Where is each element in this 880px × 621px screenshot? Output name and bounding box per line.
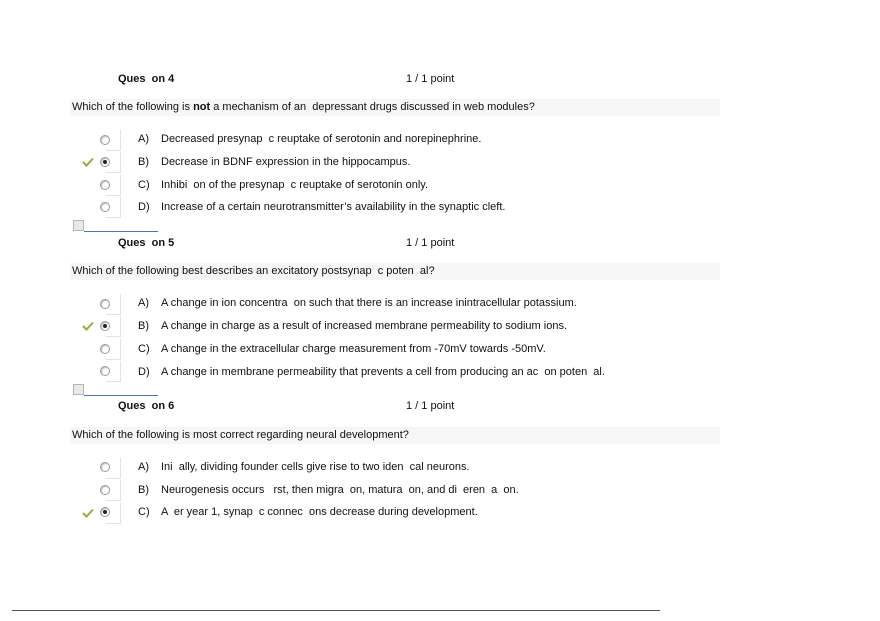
radio-button[interactable]	[100, 299, 110, 309]
option-text: Decreased presynap c reuptake of serotonin and norepinephrine.	[161, 133, 482, 145]
option-letter: D)	[138, 366, 150, 378]
option-text: Neurogenesis occurs rst, then migra on, matura on, and di eren a on.	[161, 484, 519, 496]
option-letter: B)	[138, 156, 149, 168]
collapse-chevron-icon[interactable]	[73, 220, 84, 231]
stem-text: Which of the following is	[72, 101, 194, 113]
page-divider	[12, 610, 660, 611]
option-text: A change in the extracellular charge measurement from -70mV towards -50mV.	[161, 343, 546, 355]
question-5-stem: Which of the following best describes an excitatory postsynap c poten al?	[70, 263, 720, 280]
question-4-title: Ques on 4	[118, 73, 175, 85]
question-5-score: 1 / 1 point	[406, 237, 455, 249]
option-letter: C)	[138, 343, 150, 355]
collapse-chevron-icon[interactable]	[73, 384, 84, 395]
radio-button[interactable]	[100, 180, 110, 190]
radio-button[interactable]	[100, 202, 110, 212]
option-letter: A)	[138, 461, 149, 473]
option-text: A change in charge as a result of increased membrane permeability to sodium ions.	[161, 320, 567, 332]
option-letter: A)	[138, 133, 149, 145]
question-5-title: Ques on 5	[118, 237, 175, 249]
stem-text: a mechanism of an depressant drugs discussed in web modules?	[210, 101, 535, 113]
radio-button-selected[interactable]	[100, 507, 110, 517]
option-text: Ini ally, dividing founder cells give rise to two iden cal neurons.	[161, 461, 470, 473]
radio-button[interactable]	[100, 135, 110, 145]
option-letter: B)	[138, 320, 149, 332]
option-text: Increase of a certain neurotransmitter’s availability in the synaptic cleft.	[161, 201, 506, 213]
expander-underline	[84, 395, 158, 396]
option-letter: C)	[138, 506, 150, 518]
expander-underline	[84, 231, 158, 232]
radio-button-selected[interactable]	[100, 157, 110, 167]
question-6-title: Ques on 6	[118, 400, 175, 412]
question-4-score: 1 / 1 point	[406, 73, 455, 85]
option-text: A er year 1, synap c connec ons decrease during development.	[161, 506, 478, 518]
radio-button[interactable]	[100, 462, 110, 472]
correct-check-icon	[82, 157, 94, 167]
option-letter: C)	[138, 179, 150, 191]
option-letter: D)	[138, 201, 150, 213]
option-text: Decrease in BDNF expression in the hippocampus.	[161, 156, 411, 168]
stem-emphasis: not	[193, 101, 211, 113]
radio-button-selected[interactable]	[100, 321, 110, 331]
correct-check-icon	[82, 321, 94, 331]
option-letter: A)	[138, 297, 149, 309]
option-text: A change in membrane permeability that prevents a cell from producing an ac on poten al.	[161, 366, 605, 378]
radio-button[interactable]	[100, 485, 110, 495]
question-6-stem: Which of the following is most correct regarding neural development?	[70, 427, 720, 444]
option-letter: B)	[138, 484, 149, 496]
question-4-stem	[70, 99, 720, 116]
option-text: A change in ion concentra on such that there is an increase inintracellular potassium.	[161, 297, 577, 309]
question-6-score: 1 / 1 point	[406, 400, 455, 412]
radio-button[interactable]	[100, 344, 110, 354]
radio-button[interactable]	[100, 366, 110, 376]
correct-check-icon	[82, 508, 94, 518]
option-text: Inhibi on of the presynap c reuptake of serotonin only.	[161, 179, 429, 191]
